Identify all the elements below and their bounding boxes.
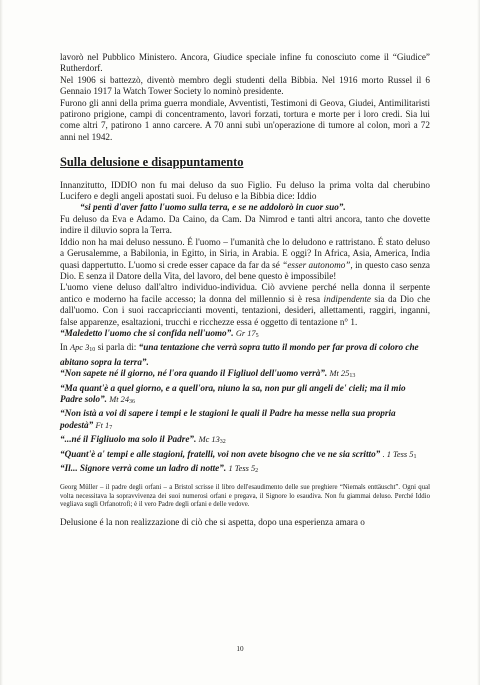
- verse-reference: Mt 24: [109, 394, 130, 404]
- paragraph: lavorò nel Pubblico Ministero. Ancora, Giudice speciale infine fu conosciuto come il “Giudice” Rutherdorf.: [60, 52, 430, 74]
- verse-text: “Il... Signore verrà come un ladro di notte”.: [60, 463, 227, 473]
- verse-reference: . 1 Tess 5: [382, 449, 414, 459]
- verse-reference: Mt 25: [329, 369, 350, 379]
- verse-text: “Quant'è a' tempi e alle stagioni, fratelli, voi non avete bisogno che ve ne sia scritto”: [60, 448, 381, 459]
- verse-number: 36: [129, 398, 136, 405]
- verse-reference: 1 Tess 5: [228, 464, 256, 473]
- italic-text: “esser autonomo”,: [282, 259, 353, 270]
- paragraph: [60, 237, 430, 283]
- section-heading: Sulla delusione e disappuntamento: [60, 155, 244, 170]
- verse: [60, 342, 430, 368]
- verse: [60, 368, 430, 382]
- verse: [60, 463, 430, 477]
- verse-reference: Mc 13: [198, 435, 220, 445]
- page-edge-shadow: [0, 0, 3, 685]
- verse: [60, 408, 430, 434]
- verse-number: 7: [109, 424, 113, 431]
- verse-number: 32: [219, 439, 226, 446]
- verse-reference: Ft 1: [95, 420, 110, 430]
- verse-number: 13: [349, 373, 356, 380]
- paragraph: Innanzitutto, IDDIO non fu mai deluso da suo Figlio. Fu deluso la prima volta dal cherubino Lucifero e degli angeli apostati suoi. Fu deluso e la Bibbia dice: Iddio: [60, 179, 430, 202]
- text-span: sia da Dio che dall'uomo. Con i suoi raccapriccianti moventi, tentazioni, desideri, allettamenti, raggiri, inganni, false apparenze, esaltazioni, trucchi e ricchezze essa é oggetto di tentazione n° 1.: [60, 293, 431, 327]
- verse-text: “Ma quant'è a quel giorno, e a quell'ora, niuno la sa, non pur gli angeli de' cieli; ma il mio Padre solo”.: [60, 382, 406, 404]
- text-span: In: [60, 342, 68, 353]
- verse-number: 10: [89, 347, 96, 354]
- text-span: Iddio non ha mai deluso nessuno. É l'uomo – l'umanità che lo deludono e rattristano. É stato deluso a Gerusalemme, a Babilonia, in Egitto, in Siria, in Arabia. E oggi? In Africa, Asia, America, India quasi dappertutto. L'uomo si crede esser capace da far da sé: [60, 236, 430, 270]
- verse-text: “Maledetto l'uomo che si confida nell'uomo”.: [60, 327, 234, 338]
- verse-text: “Non sapete né il giorno, né l'ora quando il Figliuol dell'uomo verrà”.: [60, 368, 328, 379]
- footnote: Georg Müller – il padre degli orfani – a Bristol scrisse il libro dell'esaudimento delle sue preghiere “Niemals enttäuscht”. Ogni qual volta necessitava la sopravvivenza dei suoi numerosi orfani e pregava, il Signore lo esaudiva. Non fu giammai deluso. Perché Iddio vegliava sugli Orfanotrofi; è il vero Padre degli orfani e delle vedove.: [60, 484, 430, 508]
- page-number: 10: [236, 645, 244, 653]
- verse-text: “una tentazione che verrà sopra tutto il mondo per far prova di coloro che abitano sopra la terra”.: [60, 342, 419, 367]
- italic-text: indipendente: [323, 293, 372, 304]
- paragraph: Furono gli anni della prima guerra mondiale, Avventisti, Testimoni di Geova, Giudei, Antimilitaristi patirono prigione, campi di concentramento, lavori forzati, tortura e morte per i loro credi. Sia lui come altri 7, patirono 1 anno carcere. A 70 anni subì un'operazione di tumore al colon, morì a 72 anni nel 1942.: [60, 97, 430, 142]
- text-span: L'uomo viene deluso dall'altro individuo-individua. Ciò avviene perché nella donna il serpente antico e moderno ha facile accesso; la donna del millennio si è resa: [60, 282, 430, 304]
- verse-reference: Apc 3: [69, 343, 90, 353]
- verse: [60, 328, 430, 342]
- verse-number: 5: [255, 332, 259, 339]
- quote: “si pentì d'aver fatto l'uomo sulla terra, e se ne addolorò in cuor suo”.: [80, 202, 346, 213]
- verse-text: “Non istà a voi di sapere i tempi e le stagioni le quali il Padre ha messe nella sua propria podestà”: [60, 408, 396, 430]
- paragraph: Nel 1906 si battezzò, diventò membro degli studenti della Bibbia. Nel 1916 morto Russel il 6 Gennaio 1917 la Watch Tower Society lo nominò presidente.: [60, 74, 430, 97]
- verse-reference: Gr 17: [235, 328, 256, 338]
- verse: [60, 383, 430, 409]
- verse-text: “...né il Figliuolo ma solo il Padre”.: [60, 434, 197, 445]
- paragraph: Delusione é la non realizzazione di ciò che si aspetta, dopo una esperienza amara o: [60, 517, 365, 528]
- text-span: in questo caso senza Dio. E senza il Datore della Vita, del lavoro, del bene questo è impossibile!: [60, 259, 431, 281]
- paragraph: [60, 282, 430, 328]
- verse: [60, 434, 430, 448]
- verse: [60, 449, 430, 463]
- text-span: si parla di:: [97, 342, 137, 353]
- document-body: [60, 52, 430, 528]
- verse-number: 1: [413, 453, 417, 460]
- verse-number: 2: [255, 468, 259, 474]
- paragraph: Fu deluso da Eva e Adamo. Da Caino, da Cam. Da Nimrod e tanti altri ancora, tanto che dovette indire il diluvio sopra la Terra.: [60, 213, 430, 236]
